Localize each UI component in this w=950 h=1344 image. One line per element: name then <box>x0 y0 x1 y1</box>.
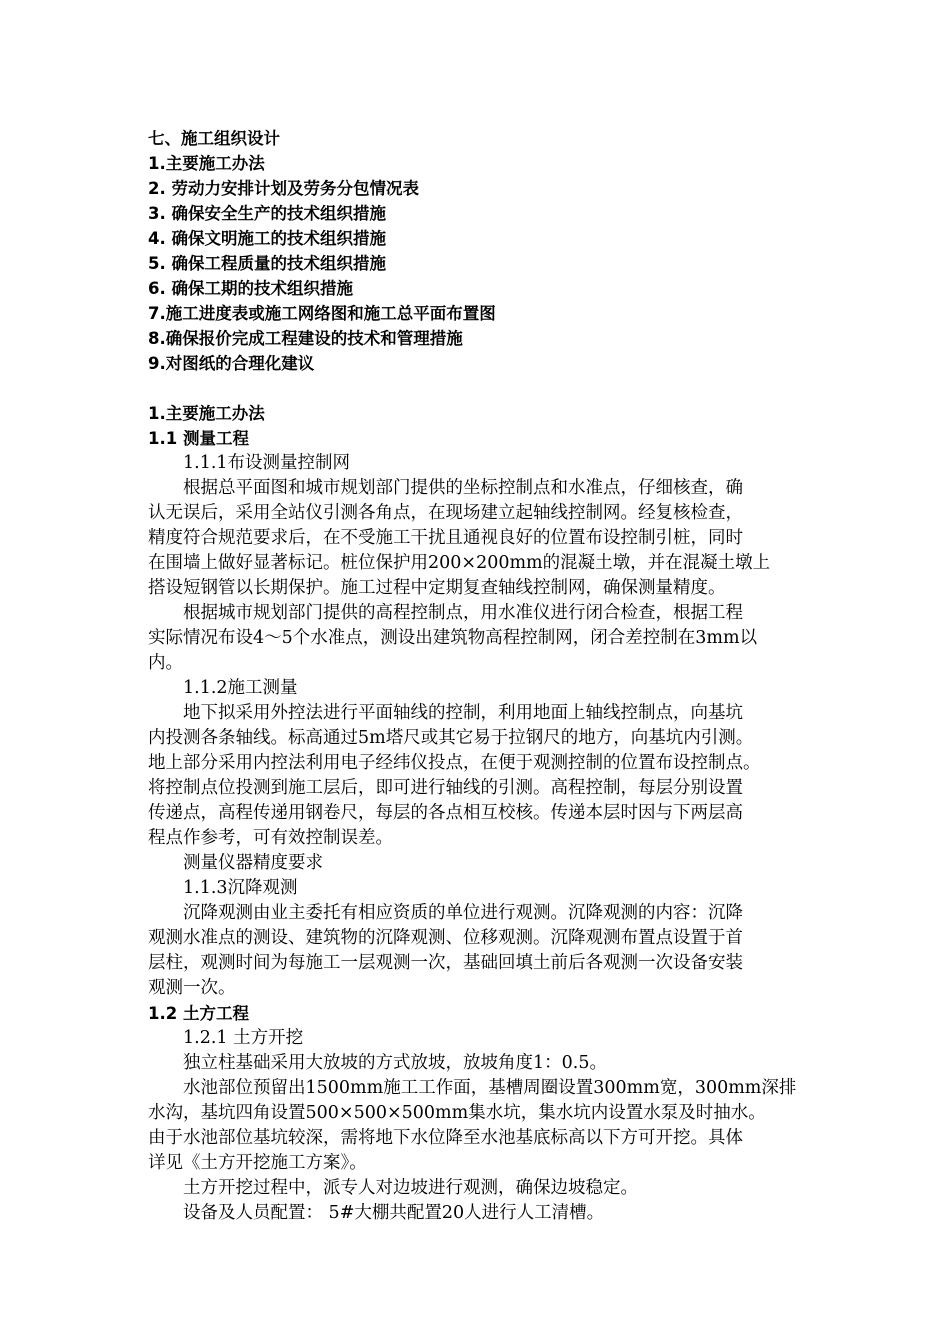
paragraph-line: 独立柱基础采用大放坡的方式放坡，放坡角度1：0.5。 <box>183 1053 607 1073</box>
section-heading: 1.主要施工办法 <box>148 404 265 423</box>
toc-item: 1.主要施工办法 <box>148 154 265 173</box>
paragraph-line: 根据总平面图和城市规划部门提供的坐标控制点和水准点，仔细核查，确 <box>183 478 743 498</box>
subsection-heading: 1.2 土方工程 <box>148 1004 249 1023</box>
paragraph-line: 在围墙上做好显著标记。桩位保护用200×200mm的混凝土墩，并在混凝土墩上 <box>148 553 771 573</box>
paragraph-line: 水池部位预留出1500mm施工工作面，基槽周圈设置300mm宽，300mm深排 <box>183 1078 797 1098</box>
sub-subsection-title: 1.1.1布设测量控制网 <box>183 453 351 473</box>
paragraph-line: 地上部分采用内控法利用电子经纬仪投点，在便于观测控制的位置布设控制点。 <box>148 753 761 773</box>
paragraph-line: 程点作参考，可有效控制误差。 <box>148 828 393 848</box>
toc-item: 7.施工进度表或施工网络图和施工总平面布置图 <box>148 304 496 323</box>
paragraph-line: 精度符合规范要求后，在不受施工干扰且通视良好的位置布设控制引桩，同时 <box>148 528 743 548</box>
sub-subsection-title: 1.1.2施工测量 <box>183 678 298 698</box>
paragraph-line: 将控制点位投测到施工层后，即可进行轴线的引测。高程控制，每层分别设置 <box>148 778 743 798</box>
paragraph-line: 内。 <box>148 653 183 673</box>
paragraph-line: 由于水池部位基坑较深，需将地下水位降至水池基底标高以下方可开挖。具体 <box>148 1128 743 1148</box>
paragraph-line: 观测一次。 <box>148 978 236 998</box>
paragraph-line: 层柱，观测时间为每施工一层观测一次，基础回填土前后各观测一次设备安装 <box>148 953 743 973</box>
paragraph-line: 设备及人员配置： 5#大棚共配置20人进行人工清槽。 <box>183 1203 605 1223</box>
toc-item: 2. 劳动力安排计划及劳务分包情况表 <box>148 179 419 198</box>
toc-item: 4. 确保文明施工的技术组织措施 <box>148 229 386 248</box>
paragraph-line: 水沟，基坑四角设置500×500×500mm集水坑，集水坑内设置水泵及时抽水。 <box>148 1103 766 1123</box>
instrument-precision-title: 测量仪器精度要求 <box>183 853 323 873</box>
document-body <box>148 126 808 1226</box>
toc-item: 9.对图纸的合理化建议 <box>148 354 315 373</box>
paragraph-line: 土方开挖过程中，派专人对边坡进行观测，确保边坡稳定。 <box>183 1178 638 1198</box>
paragraph-line: 认无误后，采用全站仪引测各角点，在现场建立起轴线控制网。经复核检查， <box>148 503 743 523</box>
paragraph-line: 内投测各条轴线。标高通过5m塔尺或其它易于拉钢尺的地方，向基坑内引测。 <box>148 728 754 748</box>
sub-subsection-title: 1.2.1 土方开挖 <box>183 1028 304 1048</box>
subsection-heading: 1.1 测量工程 <box>148 429 249 448</box>
paragraph-line: 根据城市规划部门提供的高程控制点，用水准仪进行闭合检查，根据工程 <box>183 603 743 623</box>
paragraph-line: 沉降观测由业主委托有相应资质的单位进行观测。沉降观测的内容：沉降 <box>183 903 743 923</box>
chapter-title: 七、施工组织设计 <box>148 129 280 148</box>
paragraph-line: 观测水准点的测设、建筑物的沉降观测、位移观测。沉降观测布置点设置于首 <box>148 928 743 948</box>
paragraph-line: 地下拟采用外控法进行平面轴线的控制，利用地面上轴线控制点，向基坑 <box>183 703 743 723</box>
paragraph-line: 传递点，高程传递用钢卷尺，每层的各点相互校核。传递本层时因与下两层高 <box>148 803 743 823</box>
toc-item: 3. 确保安全生产的技术组织措施 <box>148 204 386 223</box>
toc-item: 6. 确保工期的技术组织措施 <box>148 279 353 298</box>
paragraph-line: 搭设短钢管以长期保护。施工过程中定期复查轴线控制网，确保测量精度。 <box>148 578 726 598</box>
paragraph-line: 实际情况布设4～5个水准点，测设出建筑物高程控制网，闭合差控制在3mm以 <box>148 628 758 648</box>
sub-subsection-title: 1.1.3沉降观测 <box>183 878 298 898</box>
spacer <box>148 376 808 401</box>
paragraph-line: 详见《土方开挖施工方案》。 <box>148 1153 367 1173</box>
toc-item: 5. 确保工程质量的技术组织措施 <box>148 254 386 273</box>
toc-item: 8.确保报价完成工程建设的技术和管理措施 <box>148 329 463 348</box>
